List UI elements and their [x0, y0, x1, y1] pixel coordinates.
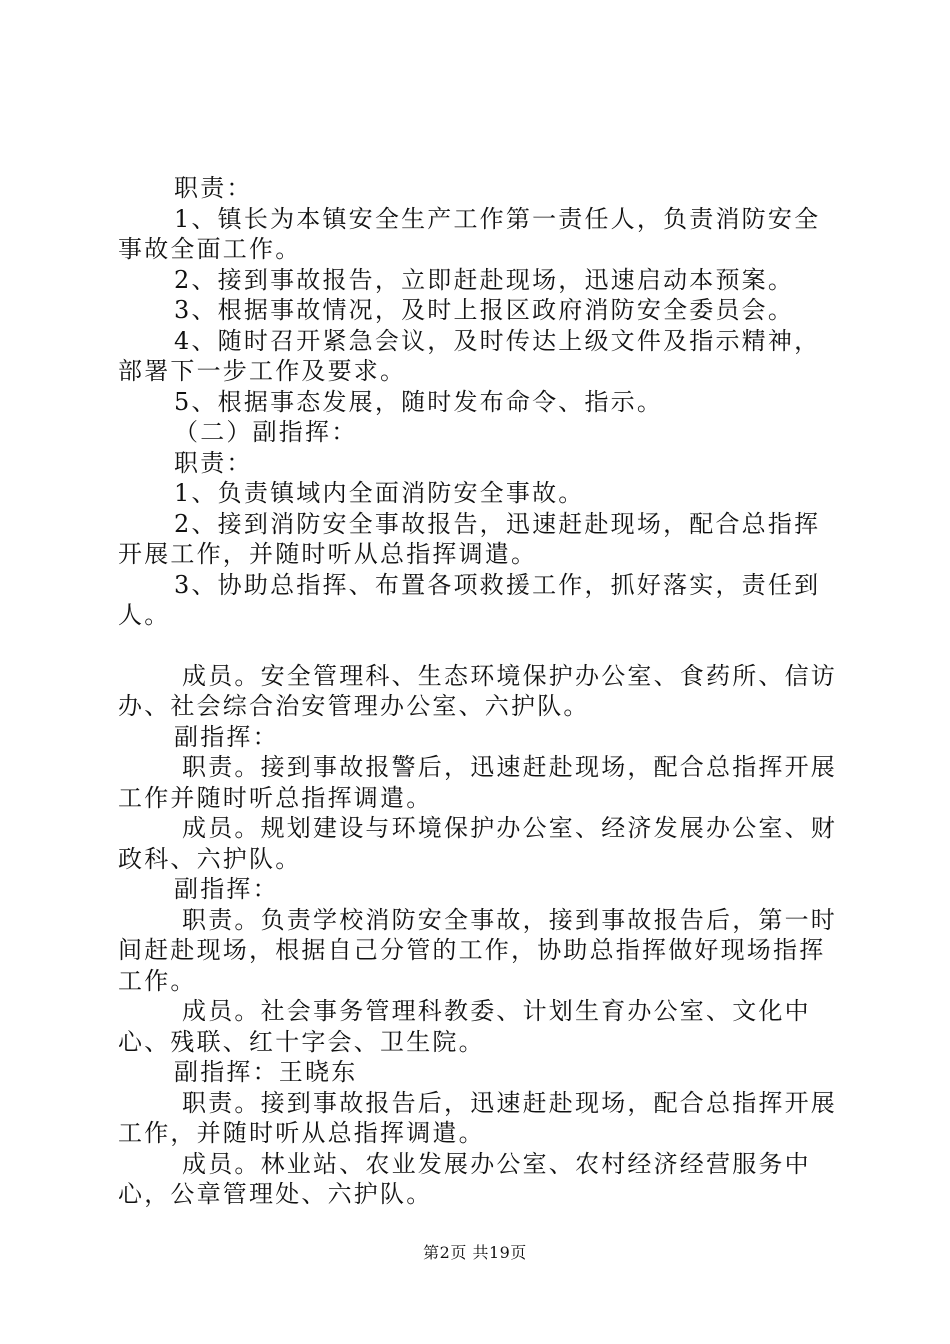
paragraph: 4、随时召开紧急会议，及时传达上级文件及指示精神，部署下一步工作及要求。 — [118, 326, 821, 385]
page-number-label: 第2页 共19页 — [423, 1243, 527, 1262]
paragraph: 职责。接到事故报警后，迅速赶赴现场，配合总指挥开展工作并随时听总指挥调遣。 — [118, 753, 837, 812]
paragraph: 5、根据事态发展，随时发布命令、指示。 — [174, 387, 664, 416]
paragraph: 副指挥： — [174, 722, 279, 751]
paragraph: 成员。规划建设与环境保护办公室、经济发展办公室、财政科、六护队。 — [118, 814, 837, 873]
paragraph: 3、协助总指挥、布置各项救援工作，抓好落实，责任到人。 — [118, 570, 821, 629]
paragraph: 职责。接到事故报告后，迅速赶赴现场，配合总指挥开展工作，并随时听从总指挥调遣。 — [118, 1088, 837, 1147]
paragraph: 3、根据事故情况，及时上报区政府消防安全委员会。 — [174, 296, 795, 324]
paragraph: 1、负责镇域内全面消防安全事故。 — [174, 479, 585, 507]
paragraph: 成员。林业站、农业发展办公室、农村经济经营服务中心，公章管理处、六护队。 — [118, 1149, 811, 1208]
paragraph: 成员。社会事务管理科教委、计划生育办公室、文化中心、残联、红十字会、卫生院。 — [118, 997, 811, 1056]
paragraph: 副指挥：王晓东 — [174, 1058, 358, 1086]
page-footer — [0, 1240, 950, 1263]
paragraph: 2、接到消防安全事故报告，迅速赶赴现场，配合总指挥开展工作，并随时听从总指挥调遣。 — [118, 509, 821, 568]
paragraph: 职责： — [174, 174, 253, 202]
paragraph: 职责： — [174, 448, 253, 477]
section-heading: （二）副指挥： — [174, 418, 358, 446]
paragraph: 1、镇长为本镇安全生产工作第一责任人，负责消防安全事故全面工作。 — [118, 204, 821, 263]
paragraph: 2、接到事故报告，立即赶赴现场，迅速启动本预案。 — [174, 265, 795, 294]
document-body — [118, 173, 838, 1210]
paragraph: 副指挥： — [174, 875, 279, 903]
paragraph: 职责。负责学校消防安全事故，接到事故报告后，第一时间赶赴现场，根据自己分管的工作，协助总指挥做好现场指挥工作。 — [118, 905, 837, 995]
paragraph: 成员。安全管理科、生态环境保护办公室、食药所、信访办、社会综合治安管理办公室、六护队。 — [118, 661, 837, 720]
